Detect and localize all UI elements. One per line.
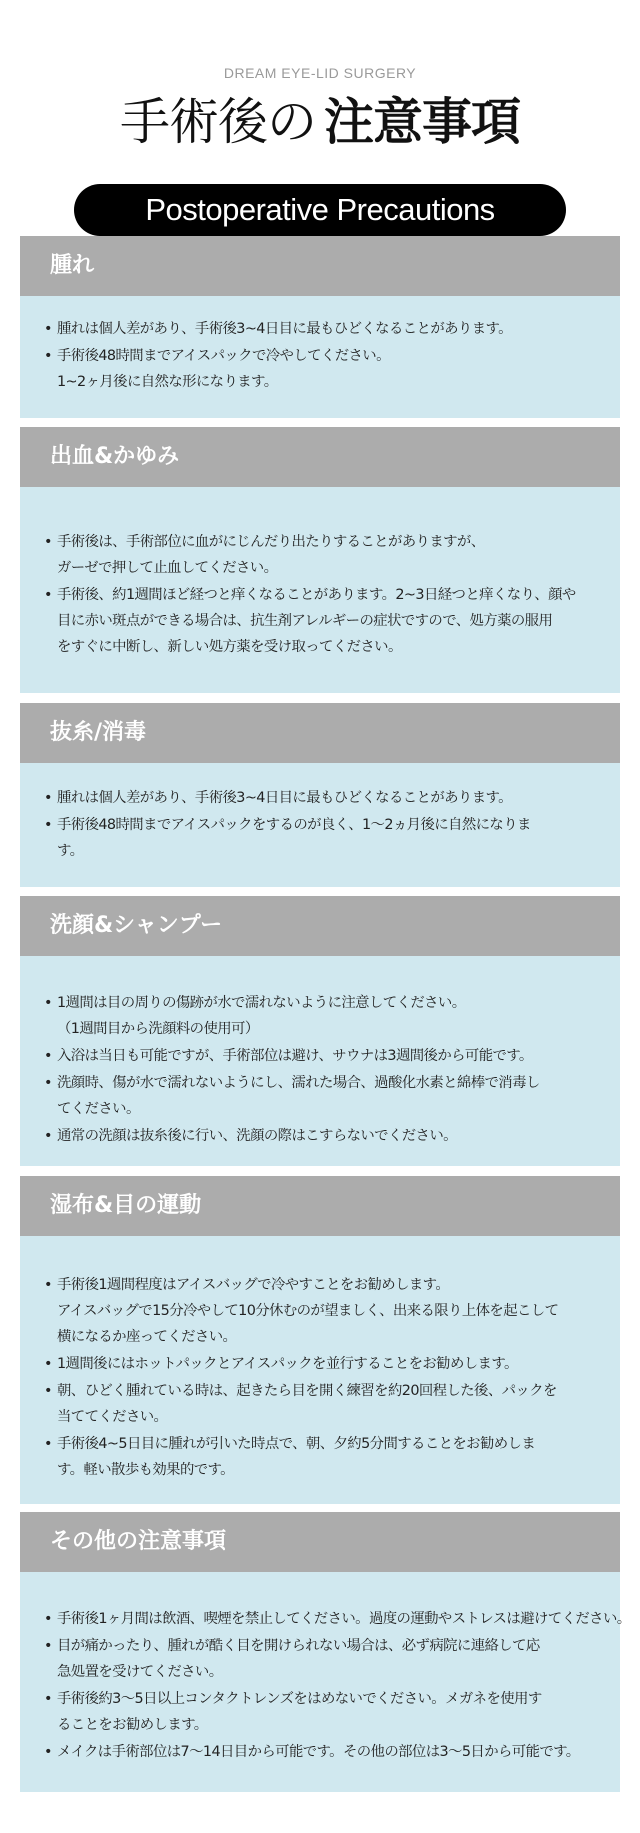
list-item <box>44 1123 606 1149</box>
list-item-text: 1週間は目の周りの傷跡が水で濡れないように注意してください。 <box>57 995 466 1011</box>
list-item-text: 目が痛かったり、腫れが酷く目を開けられない場合は、必ず病院に連絡して応 <box>57 1638 540 1654</box>
list-item <box>44 1070 606 1122</box>
precaution-list <box>44 990 606 1150</box>
list-item-text: 手術後1週間程度はアイスバッグで冷やすことをお勧めします。 <box>57 1277 450 1293</box>
bullet-icon: • <box>44 587 52 603</box>
bullet-icon: • <box>44 1436 52 1452</box>
section-title: 抜糸/消毒 <box>20 703 620 763</box>
bullet-icon: • <box>44 1383 52 1399</box>
list-item <box>44 1739 606 1765</box>
english-title-pill: Postoperative Precautions <box>74 184 566 236</box>
list-item <box>44 1272 606 1350</box>
bullet-icon: • <box>44 1691 52 1707</box>
list-item-text: 当ててください。 <box>57 1409 168 1425</box>
list-item-text: 手術後約3〜5日以上コンタクトレンズをはめないでください。メガネを使用す <box>57 1691 542 1707</box>
list-item <box>44 1043 606 1069</box>
list-item <box>44 1686 606 1738</box>
page-title <box>0 90 640 154</box>
list-item-text: （1週間目から洗顔料の使用可） <box>57 1021 259 1037</box>
precaution-section <box>20 236 620 418</box>
precaution-section <box>20 1512 631 1792</box>
list-item <box>44 990 606 1042</box>
list-item <box>44 1378 606 1430</box>
list-item-text: 手術後は、手術部位に血がにじんだり出たりすることがありますが、 <box>57 534 485 550</box>
bullet-icon: • <box>44 1744 52 1760</box>
list-item-text: す。軽い散歩も効果的です。 <box>57 1462 234 1478</box>
precaution-section <box>20 896 620 1166</box>
list-item-text: ることをお勧めします。 <box>57 1717 208 1733</box>
list-item <box>44 1606 631 1632</box>
list-item-text: 手術後4~5日目に腫れが引いた時点で、朝、夕約5分間することをお勧めしま <box>57 1436 536 1452</box>
section-title: 出血&かゆみ <box>20 427 620 487</box>
bullet-icon: • <box>44 1048 52 1064</box>
bullet-icon: • <box>44 1128 52 1144</box>
list-item-text: アイスバッグで15分冷やして10分休むのが望ましく、出来る限り上体を起こして <box>57 1303 559 1319</box>
bullet-icon: • <box>44 1277 52 1293</box>
list-item <box>44 1431 606 1483</box>
section-title: その他の注意事項 <box>20 1512 620 1572</box>
bullet-icon: • <box>44 790 52 806</box>
list-item <box>44 529 606 581</box>
precaution-list <box>44 316 606 396</box>
list-item-text: ガーゼで押して止血してください。 <box>57 560 278 576</box>
page-header <box>0 0 640 236</box>
list-item-text: 急処置を受けてください。 <box>57 1664 223 1680</box>
page-title-part1: 手術後の <box>120 93 316 151</box>
list-item-text: てください。 <box>57 1101 140 1117</box>
list-item <box>44 1633 606 1685</box>
list-item-text: 手術後、約1週間ほど経つと痒くなることがあります。2~3日経つと痒くなり、顔や <box>57 587 576 603</box>
precaution-list <box>44 1272 606 1484</box>
bullet-icon: • <box>44 1611 52 1627</box>
precaution-list <box>44 529 606 661</box>
list-item-text: メイクは手術部位は7〜14日目から可能です。その他の部位は3〜5日から可能です。 <box>57 1744 580 1760</box>
list-item-text: 朝、ひどく腫れている時は、起きたら目を開く練習を約20回程した後、パックを <box>57 1383 557 1399</box>
list-item-text: 手術後48時間までアイスパックをするのが良く、1〜2ヵ月後に自然になりま <box>57 817 531 833</box>
bullet-icon: • <box>44 817 52 833</box>
bullet-icon: • <box>44 1638 52 1654</box>
bullet-icon: • <box>44 534 52 550</box>
list-item <box>44 785 606 811</box>
precaution-section <box>20 427 620 693</box>
list-item <box>44 343 606 395</box>
precaution-list <box>44 785 606 865</box>
list-item-text: 1週間後にはホットパックとアイスパックを並行することをお勧めします。 <box>57 1356 518 1372</box>
list-item <box>44 812 606 864</box>
list-item-text: 手術後1ヶ月間は飲酒、喫煙を禁止してください。過度の運動やストレスは避けてください。 <box>57 1611 631 1627</box>
bullet-icon: • <box>44 995 52 1011</box>
list-item-text: 洗顔時、傷が水で濡れないようにし、濡れた場合、過酸化水素と綿棒で消毒し <box>57 1075 540 1091</box>
section-title: 洗顔&シャンプー <box>20 896 620 956</box>
list-item <box>44 1351 606 1377</box>
brand-subtitle: DREAM EYE-LID SURGERY <box>223 65 417 81</box>
list-item-text: 手術後48時間までアイスパックで冷やしてください。 <box>57 348 390 364</box>
list-item-text: 腫れは個人差があり、手術後3~4日目に最もひどくなることがあります。 <box>57 790 512 806</box>
page-title-part2: 注意事項 <box>324 93 520 151</box>
bullet-icon: • <box>44 348 52 364</box>
precaution-list <box>44 1606 631 1766</box>
bullet-icon: • <box>44 1075 52 1091</box>
list-item-text: 横になるか座ってください。 <box>57 1329 237 1345</box>
list-item <box>44 316 606 342</box>
bullet-icon: • <box>44 321 52 337</box>
list-item-text: 1~2ヶ月後に自然な形になります。 <box>57 374 278 390</box>
list-item <box>44 582 606 660</box>
list-item-text: す。 <box>57 843 84 859</box>
list-item-text: 目に赤い斑点ができる場合は、抗生剤アレルギーの症状ですので、処方薬の服用 <box>57 613 553 629</box>
list-item-text: 通常の洗顔は抜糸後に行い、洗顔の際はこすらないでください。 <box>57 1128 457 1144</box>
list-item-text: 腫れは個人差があり、手術後3~4日目に最もひどくなることがあります。 <box>57 321 512 337</box>
precaution-section <box>20 1176 620 1504</box>
section-title: 湿布&目の運動 <box>20 1176 620 1236</box>
section-title: 腫れ <box>20 236 620 296</box>
bullet-icon: • <box>44 1356 52 1372</box>
precaution-section <box>20 703 620 887</box>
list-item-text: 入浴は当日も可能ですが、手術部位は避け、サウナは3週間後から可能です。 <box>57 1048 533 1064</box>
list-item-text: をすぐに中断し、新しい処方薬を受け取ってください。 <box>57 639 402 655</box>
